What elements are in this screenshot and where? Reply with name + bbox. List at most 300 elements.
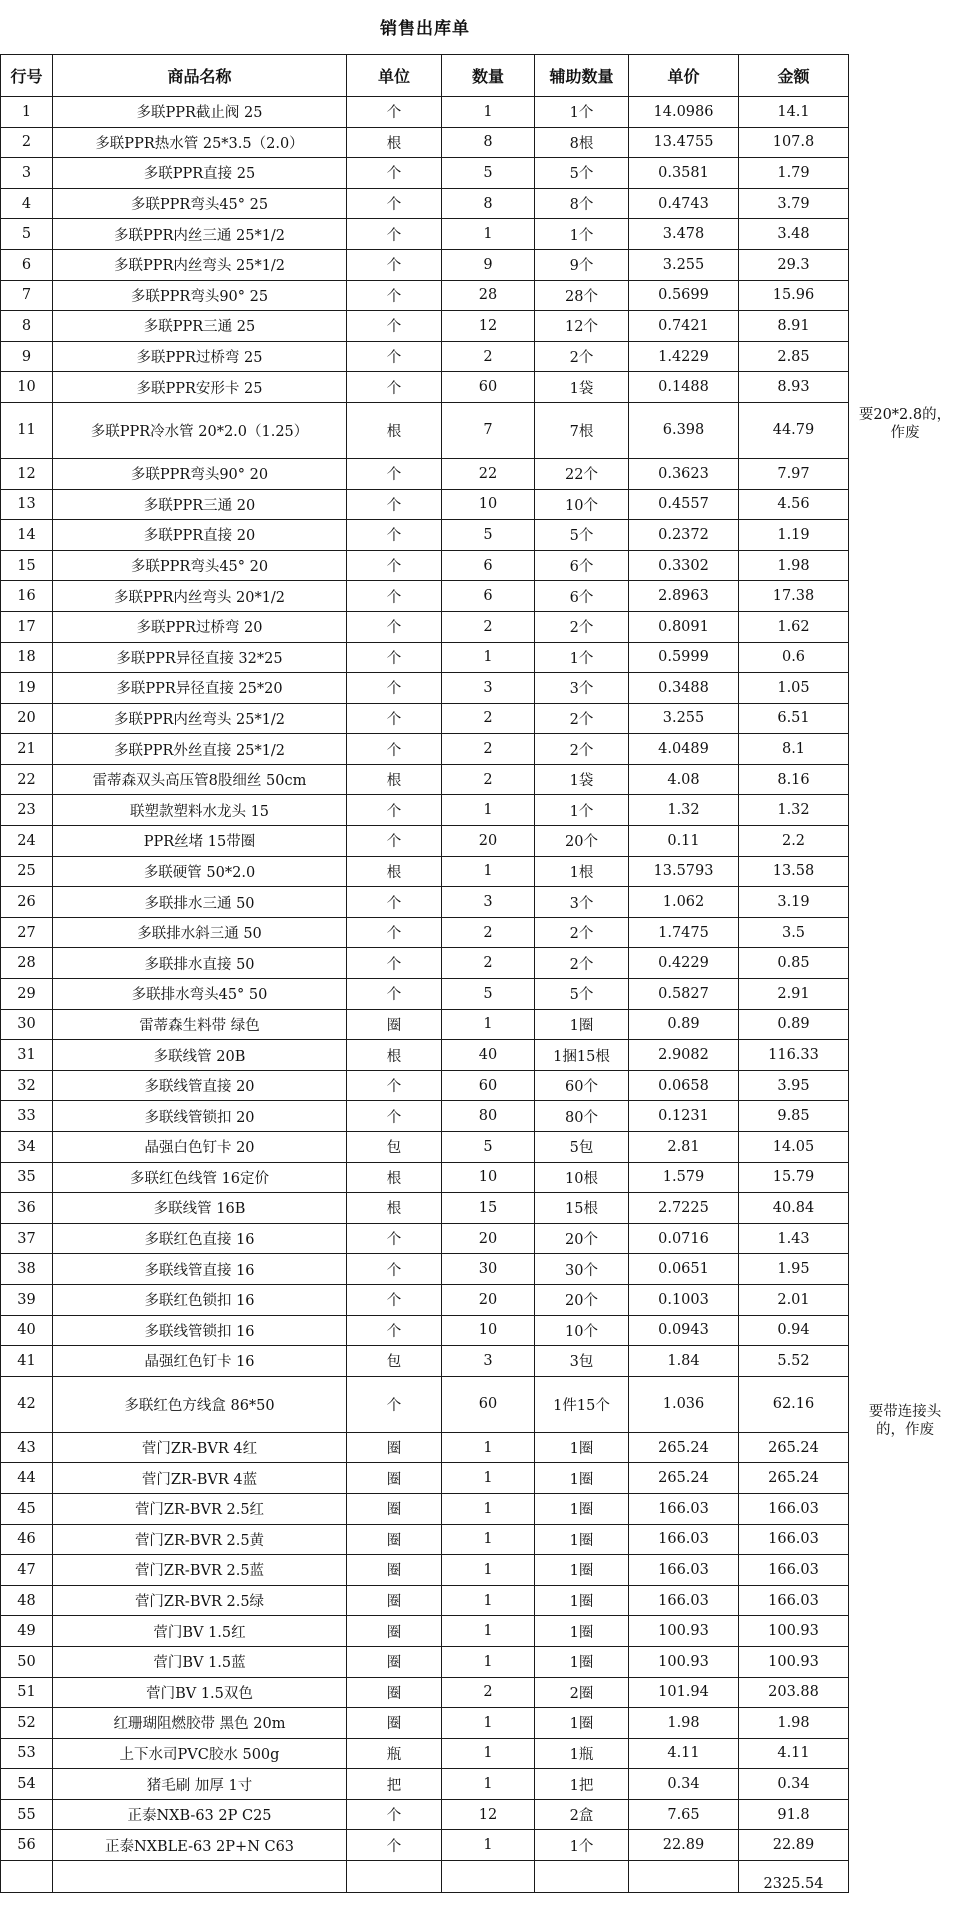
cell-price: 3.255 — [629, 249, 739, 280]
cell-no: 6 — [1, 249, 53, 280]
cell-unit: 个 — [347, 948, 442, 979]
cell-amount: 2.85 — [739, 341, 849, 372]
cell-unit: 包 — [347, 1346, 442, 1377]
table-row — [1, 611, 849, 642]
cell-amount: 1.98 — [739, 550, 849, 581]
table-row — [1, 979, 849, 1010]
cell-no: 28 — [1, 948, 53, 979]
cell-price: 0.1003 — [629, 1284, 739, 1315]
total-amount: 2325.54 — [739, 1861, 849, 1893]
cell-qty: 1 — [442, 1616, 535, 1647]
cell-name: 菅门ZR-BVR 2.5蓝 — [53, 1555, 347, 1586]
empty-cell — [347, 1861, 442, 1893]
cell-aux: 1个 — [535, 642, 629, 673]
table-row — [1, 1376, 849, 1432]
table-row — [1, 458, 849, 489]
table-row — [1, 1555, 849, 1586]
cell-unit: 个 — [347, 611, 442, 642]
cell-name: 多联PPR过桥弯 20 — [53, 611, 347, 642]
cell-no: 30 — [1, 1009, 53, 1040]
table-row — [1, 1070, 849, 1101]
cell-price: 0.3581 — [629, 158, 739, 189]
table-row — [1, 734, 849, 765]
cell-amount: 8.93 — [739, 372, 849, 403]
table-row — [1, 1799, 849, 1830]
cell-price: 166.03 — [629, 1555, 739, 1586]
cell-unit: 瓶 — [347, 1738, 442, 1769]
cell-price: 13.5793 — [629, 856, 739, 887]
cell-aux: 1圈 — [535, 1585, 629, 1616]
cell-aux: 20个 — [535, 1223, 629, 1254]
cell-amount: 62.16 — [739, 1376, 849, 1432]
cell-aux: 1件15个 — [535, 1376, 629, 1432]
table-row — [1, 97, 849, 128]
table-row — [1, 1493, 849, 1524]
cell-qty: 1 — [442, 1585, 535, 1616]
table-row — [1, 127, 849, 158]
table-row — [1, 311, 849, 342]
cell-name: 多联PPR直接 20 — [53, 520, 347, 551]
cell-price: 0.0658 — [629, 1070, 739, 1101]
cell-name: 菅门BV 1.5红 — [53, 1616, 347, 1647]
cell-amount: 40.84 — [739, 1193, 849, 1224]
cell-no: 43 — [1, 1432, 53, 1463]
table-row — [1, 1315, 849, 1346]
cell-qty: 1 — [442, 642, 535, 673]
cell-price: 1.32 — [629, 795, 739, 826]
cell-unit: 个 — [347, 917, 442, 948]
cell-amount: 3.95 — [739, 1070, 849, 1101]
cell-aux: 10个 — [535, 1315, 629, 1346]
cell-no: 56 — [1, 1830, 53, 1861]
cell-name: 菅门BV 1.5双色 — [53, 1677, 347, 1708]
cell-unit: 圈 — [347, 1616, 442, 1647]
cell-price: 1.036 — [629, 1376, 739, 1432]
cell-price: 0.8091 — [629, 611, 739, 642]
cell-amount: 0.34 — [739, 1769, 849, 1800]
cell-name: 菅门ZR-BVR 2.5黄 — [53, 1524, 347, 1555]
cell-qty: 3 — [442, 887, 535, 918]
table-row — [1, 1223, 849, 1254]
cell-name: 上下水司PVC胶水 500g — [53, 1738, 347, 1769]
cell-name: 多联硬管 50*2.0 — [53, 856, 347, 887]
table-row — [1, 1646, 849, 1677]
cell-no: 16 — [1, 581, 53, 612]
cell-name: 菅门BV 1.5蓝 — [53, 1646, 347, 1677]
cell-amount: 1.32 — [739, 795, 849, 826]
cell-name: 多联线管 20B — [53, 1040, 347, 1071]
cell-no: 32 — [1, 1070, 53, 1101]
cell-amount: 44.79 — [739, 402, 849, 458]
cell-unit: 个 — [347, 1376, 442, 1432]
cell-no: 10 — [1, 372, 53, 403]
cell-qty: 80 — [442, 1101, 535, 1132]
cell-unit: 个 — [347, 311, 442, 342]
cell-name: 多联PPR热水管 25*3.5（2.0） — [53, 127, 347, 158]
cell-aux: 1圈 — [535, 1616, 629, 1647]
cell-price: 0.7421 — [629, 311, 739, 342]
cell-aux: 20个 — [535, 826, 629, 857]
cell-price: 7.65 — [629, 1799, 739, 1830]
remark-row-42: 要带连接头的，作废 — [868, 1404, 942, 1438]
cell-unit: 圈 — [347, 1708, 442, 1739]
cell-no: 1 — [1, 97, 53, 128]
header-amount: 金额 — [739, 55, 849, 97]
cell-qty: 1 — [442, 1555, 535, 1586]
cell-amount: 0.6 — [739, 642, 849, 673]
cell-qty: 60 — [442, 1376, 535, 1432]
cell-no: 38 — [1, 1254, 53, 1285]
cell-qty: 20 — [442, 1223, 535, 1254]
cell-unit: 根 — [347, 1040, 442, 1071]
cell-amount: 1.95 — [739, 1254, 849, 1285]
cell-qty: 3 — [442, 673, 535, 704]
table-row — [1, 280, 849, 311]
cell-unit: 个 — [347, 1315, 442, 1346]
cell-price: 0.4229 — [629, 948, 739, 979]
cell-amount: 100.93 — [739, 1616, 849, 1647]
cell-amount: 265.24 — [739, 1432, 849, 1463]
cell-no: 5 — [1, 219, 53, 250]
cell-name: 多联PPR异径直接 32*25 — [53, 642, 347, 673]
cell-price: 166.03 — [629, 1493, 739, 1524]
cell-unit: 根 — [347, 856, 442, 887]
cell-aux: 3包 — [535, 1346, 629, 1377]
table-row — [1, 673, 849, 704]
cell-price: 2.8963 — [629, 581, 739, 612]
cell-no: 51 — [1, 1677, 53, 1708]
cell-no: 20 — [1, 703, 53, 734]
cell-qty: 10 — [442, 1315, 535, 1346]
table-row — [1, 372, 849, 403]
table-row — [1, 402, 849, 458]
cell-no: 34 — [1, 1132, 53, 1163]
cell-amount: 15.79 — [739, 1162, 849, 1193]
cell-no: 19 — [1, 673, 53, 704]
cell-aux: 9个 — [535, 249, 629, 280]
table-header-row — [1, 55, 849, 97]
cell-price: 0.3302 — [629, 550, 739, 581]
cell-aux: 7根 — [535, 402, 629, 458]
cell-no: 45 — [1, 1493, 53, 1524]
cell-price: 101.94 — [629, 1677, 739, 1708]
cell-name: 多联排水斜三通 50 — [53, 917, 347, 948]
table-row — [1, 826, 849, 857]
cell-qty: 9 — [442, 249, 535, 280]
cell-qty: 1 — [442, 795, 535, 826]
cell-qty: 1 — [442, 97, 535, 128]
table-row — [1, 581, 849, 612]
cell-name: 多联PPR内丝弯头 25*1/2 — [53, 703, 347, 734]
cell-unit: 个 — [347, 703, 442, 734]
cell-aux: 1圈 — [535, 1493, 629, 1524]
cell-aux: 5包 — [535, 1132, 629, 1163]
cell-amount: 1.43 — [739, 1223, 849, 1254]
cell-no: 54 — [1, 1769, 53, 1800]
cell-name: 多联PPR外丝直接 25*1/2 — [53, 734, 347, 765]
cell-no: 50 — [1, 1646, 53, 1677]
cell-aux: 22个 — [535, 458, 629, 489]
cell-no: 46 — [1, 1524, 53, 1555]
cell-name: 多联红色方线盒 86*50 — [53, 1376, 347, 1432]
cell-name: 雷蒂森生料带 绿色 — [53, 1009, 347, 1040]
cell-amount: 9.85 — [739, 1101, 849, 1132]
cell-unit: 个 — [347, 1254, 442, 1285]
cell-price: 14.0986 — [629, 97, 739, 128]
cell-name: 菅门ZR-BVR 4红 — [53, 1432, 347, 1463]
cell-no: 8 — [1, 311, 53, 342]
cell-amount: 4.56 — [739, 489, 849, 520]
cell-name: 多联PPR直接 25 — [53, 158, 347, 189]
cell-name: 多联线管锁扣 16 — [53, 1315, 347, 1346]
cell-aux: 2个 — [535, 734, 629, 765]
cell-aux: 2个 — [535, 611, 629, 642]
cell-no: 39 — [1, 1284, 53, 1315]
cell-price: 6.398 — [629, 402, 739, 458]
cell-aux: 1捆15根 — [535, 1040, 629, 1071]
cell-amount: 3.19 — [739, 887, 849, 918]
table-row — [1, 1284, 849, 1315]
cell-unit: 根 — [347, 764, 442, 795]
cell-no: 4 — [1, 188, 53, 219]
table-row — [1, 550, 849, 581]
cell-price: 0.4743 — [629, 188, 739, 219]
cell-no: 27 — [1, 917, 53, 948]
cell-unit: 个 — [347, 280, 442, 311]
cell-aux: 1袋 — [535, 372, 629, 403]
cell-price: 0.5699 — [629, 280, 739, 311]
cell-name: 多联线管直接 16 — [53, 1254, 347, 1285]
cell-qty: 10 — [442, 489, 535, 520]
table-row — [1, 1132, 849, 1163]
cell-name: 多联PPR内丝三通 25*1/2 — [53, 219, 347, 250]
cell-name: 多联PPR弯头90° 25 — [53, 280, 347, 311]
cell-amount: 107.8 — [739, 127, 849, 158]
cell-name: 多联线管 16B — [53, 1193, 347, 1224]
cell-amount: 100.93 — [739, 1646, 849, 1677]
cell-amount: 1.98 — [739, 1708, 849, 1739]
table-row — [1, 948, 849, 979]
cell-no: 44 — [1, 1463, 53, 1494]
cell-price: 1.84 — [629, 1346, 739, 1377]
cell-amount: 5.52 — [739, 1346, 849, 1377]
cell-aux: 6个 — [535, 550, 629, 581]
cell-aux: 28个 — [535, 280, 629, 311]
cell-no: 40 — [1, 1315, 53, 1346]
cell-price: 1.579 — [629, 1162, 739, 1193]
cell-no: 14 — [1, 520, 53, 551]
cell-price: 22.89 — [629, 1830, 739, 1861]
cell-aux: 1个 — [535, 1830, 629, 1861]
cell-name: 猪毛刷 加厚 1寸 — [53, 1769, 347, 1800]
header-quantity: 数量 — [442, 55, 535, 97]
header-aux-quantity: 辅助数量 — [535, 55, 629, 97]
cell-price: 4.0489 — [629, 734, 739, 765]
cell-unit: 圈 — [347, 1585, 442, 1616]
cell-qty: 8 — [442, 188, 535, 219]
cell-amount: 0.89 — [739, 1009, 849, 1040]
cell-name: 多联PPR安形卡 25 — [53, 372, 347, 403]
cell-name: 多联PPR截止阀 25 — [53, 97, 347, 128]
cell-price: 0.3623 — [629, 458, 739, 489]
cell-aux: 1把 — [535, 1769, 629, 1800]
cell-name: 晶强红色钉卡 16 — [53, 1346, 347, 1377]
cell-no: 7 — [1, 280, 53, 311]
cell-amount: 29.3 — [739, 249, 849, 280]
table-row — [1, 1616, 849, 1647]
total-row — [1, 1861, 849, 1893]
cell-price: 3.255 — [629, 703, 739, 734]
cell-price: 1.062 — [629, 887, 739, 918]
table-row — [1, 1708, 849, 1739]
cell-aux: 1圈 — [535, 1708, 629, 1739]
cell-name: 多联线管直接 20 — [53, 1070, 347, 1101]
cell-qty: 1 — [442, 1463, 535, 1494]
cell-aux: 5个 — [535, 979, 629, 1010]
empty-cell — [442, 1861, 535, 1893]
cell-aux: 80个 — [535, 1101, 629, 1132]
cell-aux: 1个 — [535, 795, 629, 826]
cell-qty: 5 — [442, 1132, 535, 1163]
cell-name: 多联排水直接 50 — [53, 948, 347, 979]
cell-aux: 1圈 — [535, 1432, 629, 1463]
cell-no: 15 — [1, 550, 53, 581]
table-row — [1, 1193, 849, 1224]
table-row — [1, 917, 849, 948]
header-unit-price: 单价 — [629, 55, 739, 97]
cell-unit: 个 — [347, 1070, 442, 1101]
cell-qty: 1 — [442, 1432, 535, 1463]
cell-name: 正泰NXBLE-63 2P+N C63 — [53, 1830, 347, 1861]
cell-price: 0.0943 — [629, 1315, 739, 1346]
page-title: 销售出库单 — [380, 19, 470, 39]
cell-amount: 91.8 — [739, 1799, 849, 1830]
cell-name: 多联红色直接 16 — [53, 1223, 347, 1254]
cell-amount: 17.38 — [739, 581, 849, 612]
cell-no: 48 — [1, 1585, 53, 1616]
cell-qty: 1 — [442, 1524, 535, 1555]
table-row — [1, 856, 849, 887]
cell-unit: 个 — [347, 97, 442, 128]
cell-price: 3.478 — [629, 219, 739, 250]
cell-name: 红珊瑚阻燃胶带 黑色 20m — [53, 1708, 347, 1739]
table-row — [1, 489, 849, 520]
header-product-name: 商品名称 — [53, 55, 347, 97]
cell-amount: 166.03 — [739, 1555, 849, 1586]
table-row — [1, 1009, 849, 1040]
cell-unit: 个 — [347, 673, 442, 704]
table-row — [1, 1738, 849, 1769]
cell-qty: 40 — [442, 1040, 535, 1071]
cell-amount: 14.1 — [739, 97, 849, 128]
cell-price: 4.08 — [629, 764, 739, 795]
table-row — [1, 188, 849, 219]
cell-amount: 0.94 — [739, 1315, 849, 1346]
table-row — [1, 1254, 849, 1285]
cell-unit: 个 — [347, 372, 442, 403]
table-row — [1, 158, 849, 189]
cell-amount: 1.62 — [739, 611, 849, 642]
cell-aux: 2个 — [535, 917, 629, 948]
cell-no: 37 — [1, 1223, 53, 1254]
cell-name: 正泰NXB-63 2P C25 — [53, 1799, 347, 1830]
cell-unit: 个 — [347, 550, 442, 581]
cell-unit: 个 — [347, 826, 442, 857]
cell-aux: 60个 — [535, 1070, 629, 1101]
cell-qty: 12 — [442, 311, 535, 342]
cell-aux: 1袋 — [535, 764, 629, 795]
cell-qty: 2 — [442, 611, 535, 642]
cell-name: 多联红色锁扣 16 — [53, 1284, 347, 1315]
table-body — [1, 97, 849, 1893]
cell-no: 31 — [1, 1040, 53, 1071]
cell-no: 42 — [1, 1376, 53, 1432]
cell-aux: 1个 — [535, 97, 629, 128]
cell-qty: 10 — [442, 1162, 535, 1193]
cell-name: 多联PPR三通 25 — [53, 311, 347, 342]
sales-outbound-table — [0, 54, 849, 1893]
cell-qty: 1 — [442, 856, 535, 887]
cell-qty: 2 — [442, 948, 535, 979]
cell-unit: 个 — [347, 219, 442, 250]
empty-cell — [1, 1861, 53, 1893]
cell-name: 晶强白色钉卡 20 — [53, 1132, 347, 1163]
cell-unit: 个 — [347, 520, 442, 551]
header-unit: 单位 — [347, 55, 442, 97]
cell-price: 2.7225 — [629, 1193, 739, 1224]
cell-unit: 圈 — [347, 1677, 442, 1708]
cell-name: 多联PPR内丝弯头 25*1/2 — [53, 249, 347, 280]
cell-name: 菅门ZR-BVR 2.5绿 — [53, 1585, 347, 1616]
cell-unit: 圈 — [347, 1463, 442, 1494]
cell-aux: 2个 — [535, 341, 629, 372]
cell-no: 29 — [1, 979, 53, 1010]
cell-unit: 个 — [347, 581, 442, 612]
cell-qty: 2 — [442, 734, 535, 765]
cell-name: 多联PPR过桥弯 25 — [53, 341, 347, 372]
cell-qty: 2 — [442, 341, 535, 372]
cell-amount: 166.03 — [739, 1585, 849, 1616]
table-row — [1, 887, 849, 918]
table-row — [1, 1432, 849, 1463]
cell-aux: 1圈 — [535, 1463, 629, 1494]
cell-price: 0.0716 — [629, 1223, 739, 1254]
cell-price: 0.1231 — [629, 1101, 739, 1132]
cell-qty: 1 — [442, 1830, 535, 1861]
cell-amount: 2.2 — [739, 826, 849, 857]
cell-unit: 圈 — [347, 1646, 442, 1677]
cell-name: 多联PPR冷水管 20*2.0（1.25） — [53, 402, 347, 458]
cell-aux: 1瓶 — [535, 1738, 629, 1769]
cell-qty: 22 — [442, 458, 535, 489]
cell-amount: 1.05 — [739, 673, 849, 704]
cell-amount: 1.79 — [739, 158, 849, 189]
cell-aux: 1根 — [535, 856, 629, 887]
table-row — [1, 764, 849, 795]
cell-qty: 1 — [442, 1646, 535, 1677]
cell-name: 多联红色线管 16定价 — [53, 1162, 347, 1193]
cell-aux: 1圈 — [535, 1555, 629, 1586]
cell-qty: 2 — [442, 703, 535, 734]
cell-price: 13.4755 — [629, 127, 739, 158]
table-row — [1, 703, 849, 734]
cell-amount: 7.97 — [739, 458, 849, 489]
cell-aux: 8个 — [535, 188, 629, 219]
cell-no: 2 — [1, 127, 53, 158]
cell-amount: 22.89 — [739, 1830, 849, 1861]
cell-amount: 166.03 — [739, 1524, 849, 1555]
cell-unit: 圈 — [347, 1493, 442, 1524]
